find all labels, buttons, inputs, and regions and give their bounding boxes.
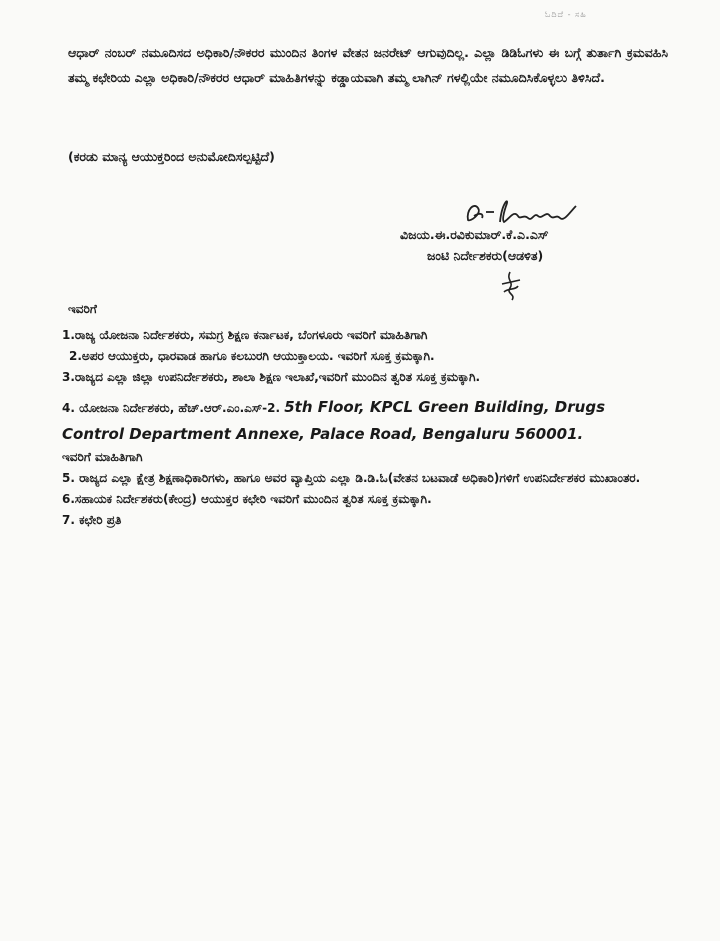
corner-handwritten-note: ಓದಿದೆ - ಸಹಿ <box>545 10 587 19</box>
recipient-4-address: 5th Floor, KPCL Green Building, Drugs Control Department Annexe, Palace Road, Bengaluru 560001. <box>62 398 606 443</box>
recipient-item-4 <box>62 394 662 466</box>
initials-mark <box>496 270 526 302</box>
recipients-heading: ಇವರಿಗೆ <box>68 302 97 316</box>
recipient-item: 7. ಕಛೇರಿ ಪ್ರತಿ <box>62 513 122 527</box>
recipient-item: 5. ರಾಜ್ಯದ ಎಲ್ಲಾ ಕ್ಷೇತ್ರ ಶಿಕ್ಷಣಾಧಿಕಾರಿಗಳು, ಹಾಗೂ ಅವರ ವ್ಯಾಪ್ತಿಯ ಎಲ್ಲಾ ಡಿ.ಡಿ.ಓ(ವೇತನ ಬಟವಾಡೆ ಅಧಿಕಾರಿ)ಗಳಿಗೆ ಉಪನಿರ್ದೇಶಕರ ಮುಖಾಂತರ. <box>62 471 641 485</box>
recipient-4-note: ಇವರಿಗೆ ಮಾಹಿತಿಗಾಗಿ <box>62 450 143 464</box>
recipient-item: 2.ಅಪರ ಆಯುಕ್ತರು, ಧಾರವಾಡ ಹಾಗೂ ಕಲಬುರಗಿ ಆಯುಕ್ತಾಲಯ. ಇವರಿಗೆ ಸೂಕ್ತ ಕ್ರಮಕ್ಕಾಗಿ. <box>69 349 435 363</box>
body-paragraph: ಆಧಾರ್ ನಂಬರ್ ನಮೂದಿಸದ ಅಧಿಕಾರಿ/ನೌಕರರ ಮುಂದಿನ ತಿಂಗಳ ವೇತನ ಜನರೇಟ್ ಆಗುವುದಿಲ್ಲ. ಎಲ್ಲಾ ಡಿಡಿಓಗಳು ಈ ಬಗ್ಗೆ ತುರ್ತಾಗಿ ಕ್ರಮವಹಿಸಿ ತಮ್ಮ ಕಛೇರಿಯ ಎಲ್ಲಾ ಅಧಿಕಾರಿ/ನೌಕರರ ಆಧಾರ್ ಮಾಹಿತಿಗಳನ್ನು ಕಡ್ಡಾಯವಾಗಿ ತಮ್ಮ ಲಾಗಿನ್ ಗಳಲ್ಲಿಯೇ ನಮೂದಿಸಿಕೊಳ್ಳಲು ತಿಳಿಸಿದೆ. <box>68 45 668 85</box>
recipient-4-prefix: 4. ಯೋಜನಾ ನಿರ್ದೇಶಕರು, ಹೆಚ್.ಆರ್.ಎಂ.ಎಸ್-2. <box>62 401 281 415</box>
recipient-item: 1.ರಾಜ್ಯ ಯೋಜನಾ ನಿರ್ದೇಶಕರು, ಸಮಗ್ರ ಶಿಕ್ಷಣ ಕರ್ನಾಟಕ, ಬೆಂಗಳೂರು ಇವರಿಗೆ ಮಾಹಿತಿಗಾಗಿ <box>62 328 428 342</box>
recipients-list <box>62 325 662 531</box>
signature-image <box>460 192 590 232</box>
recipient-item: 3.ರಾಜ್ಯದ ಎಲ್ಲಾ ಜಿಲ್ಲಾ ಉಪನಿರ್ದೇಶಕರು, ಶಾಲಾ ಶಿಕ್ಷಣ ಇಲಾಖೆ,ಇವರಿಗೆ ಮುಂದಿನ ತ್ವರಿತ ಸೂಕ್ತ ಕ್ರಮಕ್ಕಾಗಿ. <box>62 370 481 384</box>
recipient-item: 6.ಸಹಾಯಕ ನಿರ್ದೇಶಕರು(ಕೇಂದ್ರ) ಆಯುಕ್ತರ ಕಛೇರಿ ಇವರಿಗೆ ಮುಂದಿನ ತ್ವರಿತ ಸೂಕ್ತ ಕ್ರಮಕ್ಕಾಗಿ. <box>62 492 432 506</box>
signatory-title: ಜಂಟಿ ನಿರ್ದೇಶಕರು(ಆಡಳಿತ) <box>427 248 544 263</box>
approval-note: (ಕರಡು ಮಾನ್ಯ ಆಯುಕ್ತರಿಂದ ಅನುಮೋದಿಸಲ್ಪಟ್ಟಿದೆ) <box>68 149 275 164</box>
signatory-name: ವಿಜಯ.ಈ.ರವಿಕುಮಾರ್.ಕೆ.ಎ.ಎಸ್ <box>400 227 549 242</box>
